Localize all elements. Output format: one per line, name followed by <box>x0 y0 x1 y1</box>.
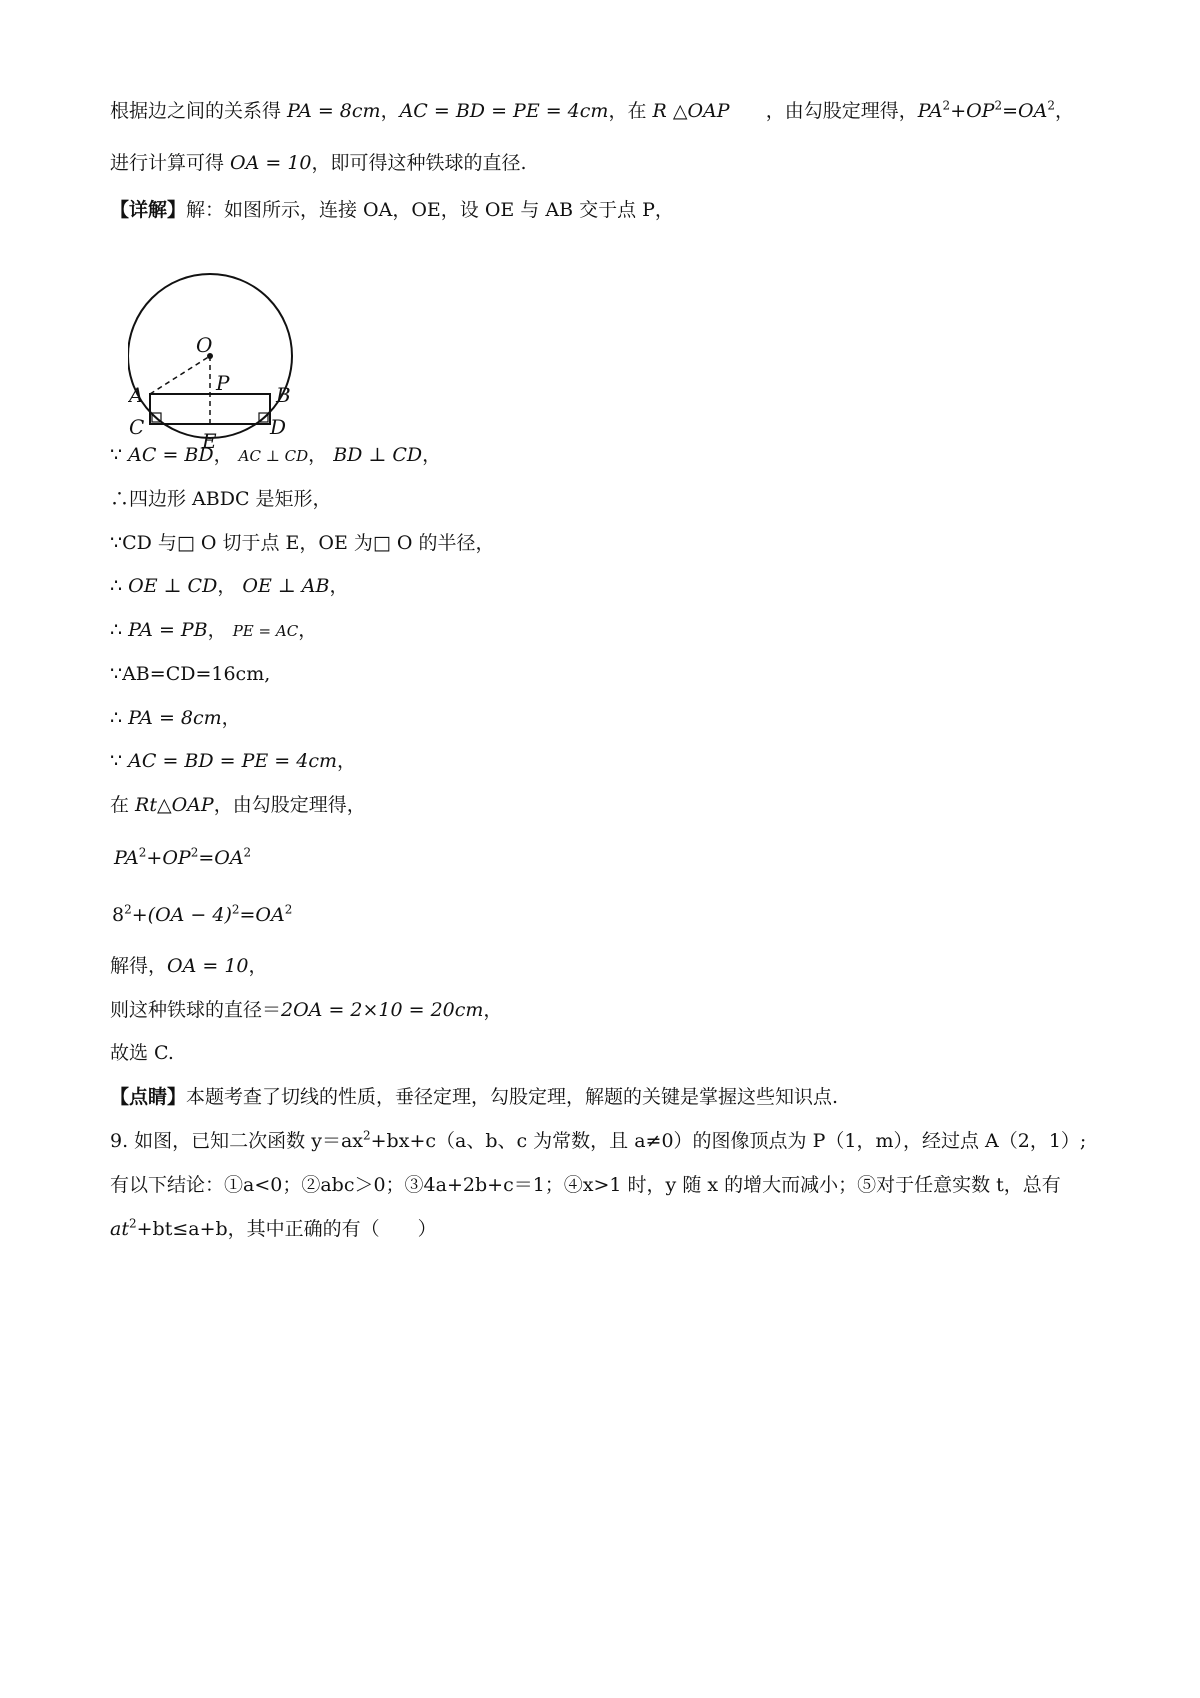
label-a: A <box>129 383 144 407</box>
label-p: P <box>216 371 230 395</box>
text-line-20 <box>110 1172 1061 1198</box>
superscript: 2 <box>994 98 1003 113</box>
text-line-6 <box>110 530 495 556</box>
text: ， <box>422 444 442 466</box>
text-line-2 <box>110 150 527 176</box>
text: 解得， <box>110 955 168 977</box>
text: ∵AB=CD=16cm, <box>110 663 271 685</box>
math: =OA <box>1002 100 1048 122</box>
label-e: E <box>202 429 217 453</box>
text: 则这种铁球的直径＝ <box>110 999 282 1021</box>
text: ， <box>248 955 268 977</box>
text: +bt≤a+b，其中正确的有（ ） <box>136 1218 437 1240</box>
superscript: 2 <box>231 902 240 917</box>
section-tag: 【详解】 <box>110 199 187 221</box>
math: +(OA − 4) <box>131 904 232 926</box>
math: =OA <box>239 904 285 926</box>
math: PA <box>114 847 139 869</box>
superscript: 2 <box>363 1128 371 1143</box>
label-d: D <box>270 415 287 439</box>
text: 故选 C. <box>110 1042 174 1064</box>
math: OE ⊥ CD <box>128 575 218 597</box>
math: PA <box>917 100 943 122</box>
text: 在 <box>110 794 136 816</box>
math: +OP <box>146 847 191 869</box>
superscript: 2 <box>190 845 199 860</box>
text-line-21 <box>110 1216 437 1242</box>
superscript: 2 <box>128 1216 137 1231</box>
text-line-18 <box>110 1084 838 1110</box>
label-b: B <box>276 383 291 407</box>
text-line-1 <box>110 98 1074 124</box>
text: 有以下结论：①a<0；②abc＞0；③4a+2b+c＝1；④x>1 时，y 随 x 的增大而减小；⑤对于任意实数 t，总有 <box>110 1174 1061 1196</box>
text: 进行计算可得 <box>110 152 231 174</box>
math: 8 <box>112 904 125 926</box>
text: ， <box>308 444 328 466</box>
text: ，在 <box>608 100 653 122</box>
superscript: 2 <box>284 902 293 917</box>
math: Rt△OAP <box>135 794 214 816</box>
math: AC = BD = PE = 4cm <box>399 100 609 122</box>
text: ， <box>298 619 318 641</box>
text-line-12 <box>110 792 366 818</box>
math: OA = 10 <box>230 152 312 174</box>
text-line-15 <box>110 953 268 979</box>
label-o: O <box>196 333 213 357</box>
text: 本题考查了切线的性质，垂径定理，勾股定理，解题的关键是掌握这些知识点. <box>186 1086 839 1108</box>
math: AC ⊥ CD <box>238 447 309 465</box>
section-tag: 【点睛】 <box>110 1086 187 1108</box>
text-line-14 <box>112 902 292 928</box>
text: 解：如图所示，连接 OA，OE，设 OE 与 AB 交于点 P， <box>186 199 674 221</box>
math: OA = 10 <box>167 955 249 977</box>
text: ∴四边形 ABDC 是矩形， <box>110 488 332 510</box>
text: ， <box>483 999 503 1021</box>
text: 根据边之间的关系得 <box>110 100 288 122</box>
text-line-16 <box>110 997 502 1023</box>
text: ， <box>380 100 400 122</box>
math: at <box>110 1218 129 1240</box>
math: AC = BD <box>128 444 214 466</box>
math: PA = 8cm <box>128 707 222 729</box>
math: R △OAP <box>652 100 730 122</box>
text: ∵CD 与□ O 切于点 E，OE 为□ O 的半径， <box>110 532 495 554</box>
text: ， <box>329 575 349 597</box>
text-line-9 <box>110 661 270 687</box>
superscript: 2 <box>138 845 147 860</box>
text: ∴ <box>110 619 129 641</box>
text: ， <box>217 575 237 597</box>
math: PA = 8cm <box>287 100 381 122</box>
text-line-10 <box>110 705 241 731</box>
circle-rectangle-figure <box>128 262 328 462</box>
text-line-11 <box>110 748 356 774</box>
text-line-5 <box>110 486 332 512</box>
text: ，由勾股定理得， <box>213 794 366 816</box>
text: 9. 如图，已知二次函数 y＝ax <box>110 1130 363 1152</box>
math: OE ⊥ AB <box>242 575 330 597</box>
math: PE = AC <box>232 622 299 640</box>
text: ∵ <box>110 750 129 772</box>
text: ∵ <box>110 444 129 466</box>
text: ，由勾股定理得， <box>729 100 918 122</box>
superscript: 2 <box>1047 98 1055 113</box>
text: ， <box>221 707 241 729</box>
text: ∴ <box>110 707 129 729</box>
text: ， <box>213 444 233 466</box>
text: ， <box>207 619 227 641</box>
text-line-13 <box>114 845 251 871</box>
math: AC = BD = PE = 4cm <box>128 750 337 772</box>
text-line-3 <box>110 197 674 223</box>
text-line-19 <box>110 1128 1086 1154</box>
superscript: 2 <box>243 845 252 860</box>
label-c: C <box>129 415 145 439</box>
math: +OP <box>950 100 995 122</box>
text: +bx+c（a、b、c 为常数，且 a≠0）的图像顶点为 P（1，m），经过点 A（2，1）; <box>370 1130 1087 1152</box>
text: ，即可得这种铁球的直径. <box>311 152 527 174</box>
superscript: 2 <box>942 98 951 113</box>
math: BD ⊥ CD <box>333 444 423 466</box>
superscript: 2 <box>124 902 132 917</box>
segment-oa <box>150 356 210 394</box>
text: ， <box>1054 100 1074 122</box>
text-line-4 <box>110 442 441 469</box>
math: 2OA = 2×10 = 20cm <box>281 999 484 1021</box>
math: =OA <box>198 847 244 869</box>
text: ， <box>337 750 357 772</box>
text-line-17 <box>110 1040 174 1066</box>
text-line-8 <box>110 617 317 644</box>
text-line-7 <box>110 573 348 599</box>
text: ∴ <box>110 575 129 597</box>
math: PA = PB <box>128 619 208 641</box>
